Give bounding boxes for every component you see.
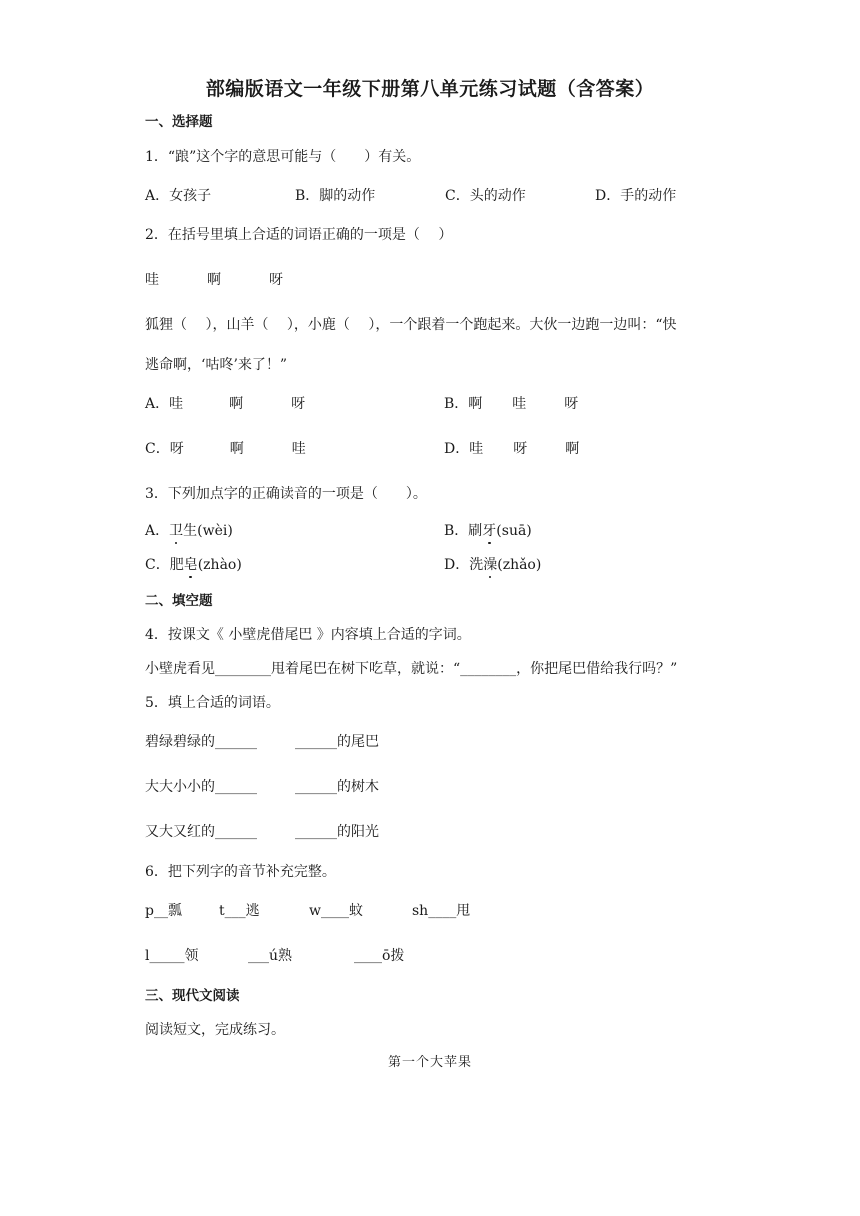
q2-option-d-word-2: 呀: [513, 441, 528, 457]
q2-option-b-label: B．啊: [444, 396, 483, 412]
q3-option-d-rest: (zhǎo): [497, 557, 542, 573]
q1-option-b: B．脚的动作: [295, 188, 376, 204]
q2-word-1: 哇: [145, 272, 159, 288]
q5-row-1-right: ______的尾巴: [295, 734, 379, 750]
q6-item-3: w____蚊: [309, 903, 363, 919]
q6-item-5: l_____领: [145, 948, 199, 964]
question-4-stem: 4．按课文《 小壁虎借尾巴 》内容填上合适的字词。: [145, 627, 471, 643]
question-2-stem: 2．在括号里填上合适的词语正确的一项是（ ）: [145, 227, 453, 243]
q3-option-a-prefix: A．: [145, 523, 170, 539]
q2-option-b-word-2: 哇: [512, 396, 527, 412]
q5-row-3-left: 又大又红的______: [145, 824, 257, 840]
story-title: 第一个大苹果: [387, 1055, 472, 1070]
q6-item-7: ____ō拨: [354, 948, 405, 964]
q2-option-a-label: A．哇: [145, 396, 184, 412]
q3-option-d-prefix: D．洗: [444, 557, 484, 573]
question-3-stem: 3．下列加点字的正确读音的一项是（ ）。: [145, 486, 427, 502]
q2-passage-line-2: 逃命啊，‘咕咚’来了！”: [145, 357, 288, 373]
q2-option-c-label: C．呀: [145, 441, 184, 457]
q2-option-b: [444, 395, 578, 413]
q3-option-b-prefix: B．: [444, 523, 469, 539]
q6-item-6: ___ú熟: [248, 948, 293, 964]
q3-option-b: [444, 522, 532, 540]
q2-option-d-word-3: 啊: [565, 441, 580, 457]
q3-option-c-prefix: C．肥: [145, 557, 184, 573]
q1-option-c: C．头的动作: [445, 188, 526, 204]
q3-option-d: [444, 556, 541, 574]
q3-option-b-dotted-char: 牙: [482, 523, 497, 539]
section-heading-choice: 一、选择题: [145, 114, 213, 130]
q2-option-c: [145, 440, 306, 458]
q5-row-3-right: ______的阳光: [295, 824, 379, 840]
q1-option-a: A．女孩子: [145, 188, 212, 204]
page-title: 部编版语文一年级下册第八单元练习试题（含答案）: [205, 78, 655, 100]
q2-option-a: [145, 395, 305, 413]
question-5-stem: 5．填上合适的词语。: [145, 695, 280, 711]
q2-option-d-label: D．哇: [444, 441, 484, 457]
q3-option-a: [145, 522, 233, 540]
q1-option-d: D．手的动作: [595, 188, 677, 204]
q3-option-c: [145, 556, 242, 574]
q3-option-c-dotted-char: 皂: [183, 557, 198, 573]
q2-option-a-word-2: 啊: [229, 396, 244, 412]
question-4-line: 小壁虎看见________甩着尾巴在树下吃草，就说：“________，你把尾巴借给我行吗？”: [145, 661, 678, 677]
q5-row-2-right: ______的树木: [295, 779, 379, 795]
q5-row-1-left: 碧绿碧绿的______: [145, 734, 257, 750]
q6-item-2: t___逃: [219, 903, 260, 919]
q2-option-c-word-2: 啊: [229, 441, 244, 457]
q5-row-2-left: 大大小小的______: [145, 779, 257, 795]
q3-option-b-rest: (suā): [496, 523, 532, 539]
q3-option-d-dotted-char: 澡: [483, 557, 498, 573]
question-6-stem: 6．把下列字的音节补充完整。: [145, 864, 336, 880]
q2-option-b-word-3: 呀: [564, 396, 579, 412]
reading-intro: 阅读短文，完成练习。: [145, 1022, 285, 1038]
q3-option-a-rest: 生(wèi): [183, 523, 233, 539]
q2-option-a-word-3: 呀: [291, 396, 306, 412]
q3-option-a-dotted-char: 卫: [169, 523, 184, 539]
q6-item-4: sh____甩: [412, 903, 471, 919]
section-heading-reading: 三、现代文阅读: [145, 988, 240, 1004]
question-1-stem: 1．“踉”这个字的意思可能与（ ）有关。: [145, 149, 421, 165]
q6-item-1: p__瓢: [145, 903, 182, 919]
q2-option-c-word-3: 哇: [291, 441, 306, 457]
q2-word-3: 呀: [269, 272, 283, 288]
q3-option-c-rest: (zhào): [197, 557, 242, 573]
q2-passage-line-1: 狐狸（ ），山羊（ ），小鹿（ ），一个跟着一个跑起来。大伙一边跑一边叫：“快: [145, 317, 677, 333]
q2-word-2: 啊: [207, 272, 221, 288]
q2-option-d: [444, 440, 579, 458]
q3-option-b-before: 刷: [468, 523, 483, 539]
section-heading-fill: 二、填空题: [145, 593, 213, 609]
